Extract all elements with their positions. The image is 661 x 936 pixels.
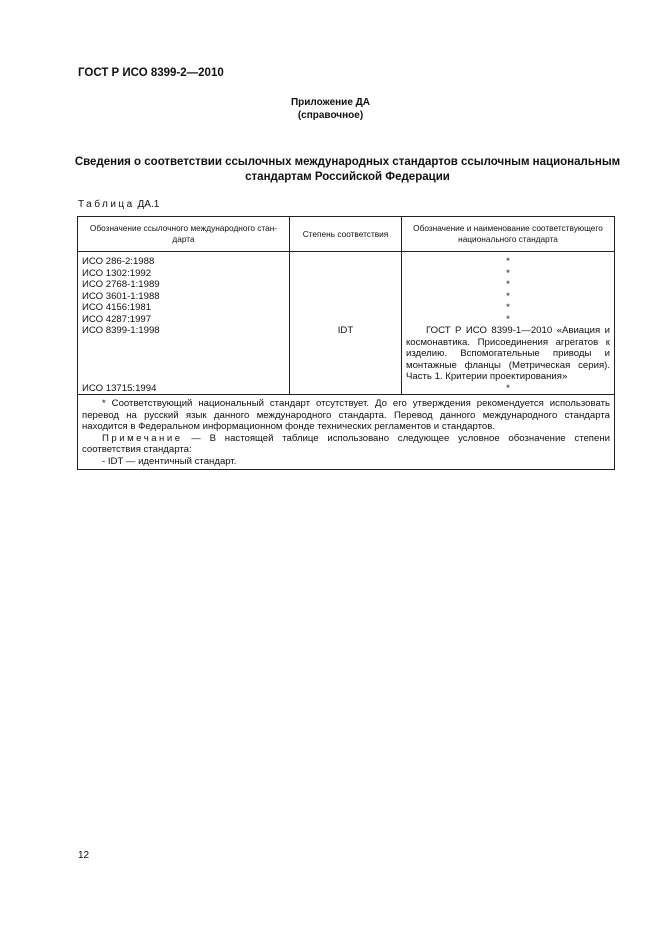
note-text: — В настоящей таблице использовано следующее условное обозначение степени соответствия стандарта:: [82, 432, 610, 455]
note: [82, 433, 610, 456]
national-standard: *: [506, 267, 510, 279]
correspondence-table: [77, 216, 615, 470]
degree-value: IDT: [337, 325, 354, 336]
national-standard: *: [506, 313, 510, 325]
intl-standard: ИСО 4156:1981: [82, 302, 152, 313]
table-label-number: ДА.1: [137, 199, 160, 210]
intl-standard: ИСО 8399-1:1998: [82, 325, 160, 336]
footnote: * Соответствующий национальный стандарт отсутствует. До его утверждения рекомендуется использовать перевод на русский язык данного международного стандарта. Перевод данного международного стандарта находится в Федеральном информационном фонде технических регламентов и стандартов.: [82, 398, 610, 432]
appendix-heading: [0, 96, 661, 122]
section-title: Сведения о соответствии ссылочных международных стандартов ссылочным национальным стандартам Российской Федерации: [74, 156, 621, 183]
document-header: ГОСТ Р ИСО 8399-2—2010: [78, 67, 224, 79]
column-header-degree: Степень соответствия: [290, 217, 402, 252]
intl-standard: ИСО 2768-1:1989: [82, 279, 160, 290]
intl-standard: ИСО 3601-1:1988: [82, 290, 160, 302]
table-header-row: [78, 217, 615, 252]
national-standard: *: [506, 279, 510, 290]
intl-standard: ИСО 1302:1992: [82, 267, 152, 279]
national-standard: ГОСТ Р ИСО 8399-1—2010 «Авиация и космонавтика. Присоединения агрегатов к изделию. Вспомогательные приводы и монтажные фланцы (Метрическая серия). Часть 1. Критерии проектирования»: [406, 325, 610, 382]
intl-standard: ИСО 4287:1997: [82, 313, 152, 325]
column-header-intl: Обозначение ссылочного международного стан-дарта: [78, 217, 290, 252]
intl-standard: ИСО 13715:1994: [82, 382, 157, 394]
intl-standard: ИСО 286-2:1988: [82, 256, 155, 267]
appendix-subtitle: (справочное): [297, 110, 364, 121]
column-header-national: Обозначение и наименование соответствующего национального стандарта: [402, 217, 615, 252]
table-row: [78, 252, 615, 395]
table-label-word: Таблица: [78, 199, 135, 210]
page-number: 12: [78, 850, 90, 861]
appendix-title: Приложение ДА: [290, 97, 371, 108]
national-standard: *: [506, 290, 510, 302]
degree-cell: [290, 252, 402, 395]
note-word: Примечание: [102, 432, 183, 444]
footnote-cell: [78, 395, 615, 470]
intl-standards-cell: [78, 252, 290, 395]
note-item: - IDT — идентичный стандарт.: [102, 455, 237, 467]
national-standard: *: [506, 382, 510, 394]
national-standard: *: [506, 302, 510, 313]
table-footnote-row: [78, 395, 615, 470]
national-standards-cell: [402, 252, 615, 395]
table-label: [78, 199, 159, 210]
national-standard: *: [506, 256, 510, 267]
